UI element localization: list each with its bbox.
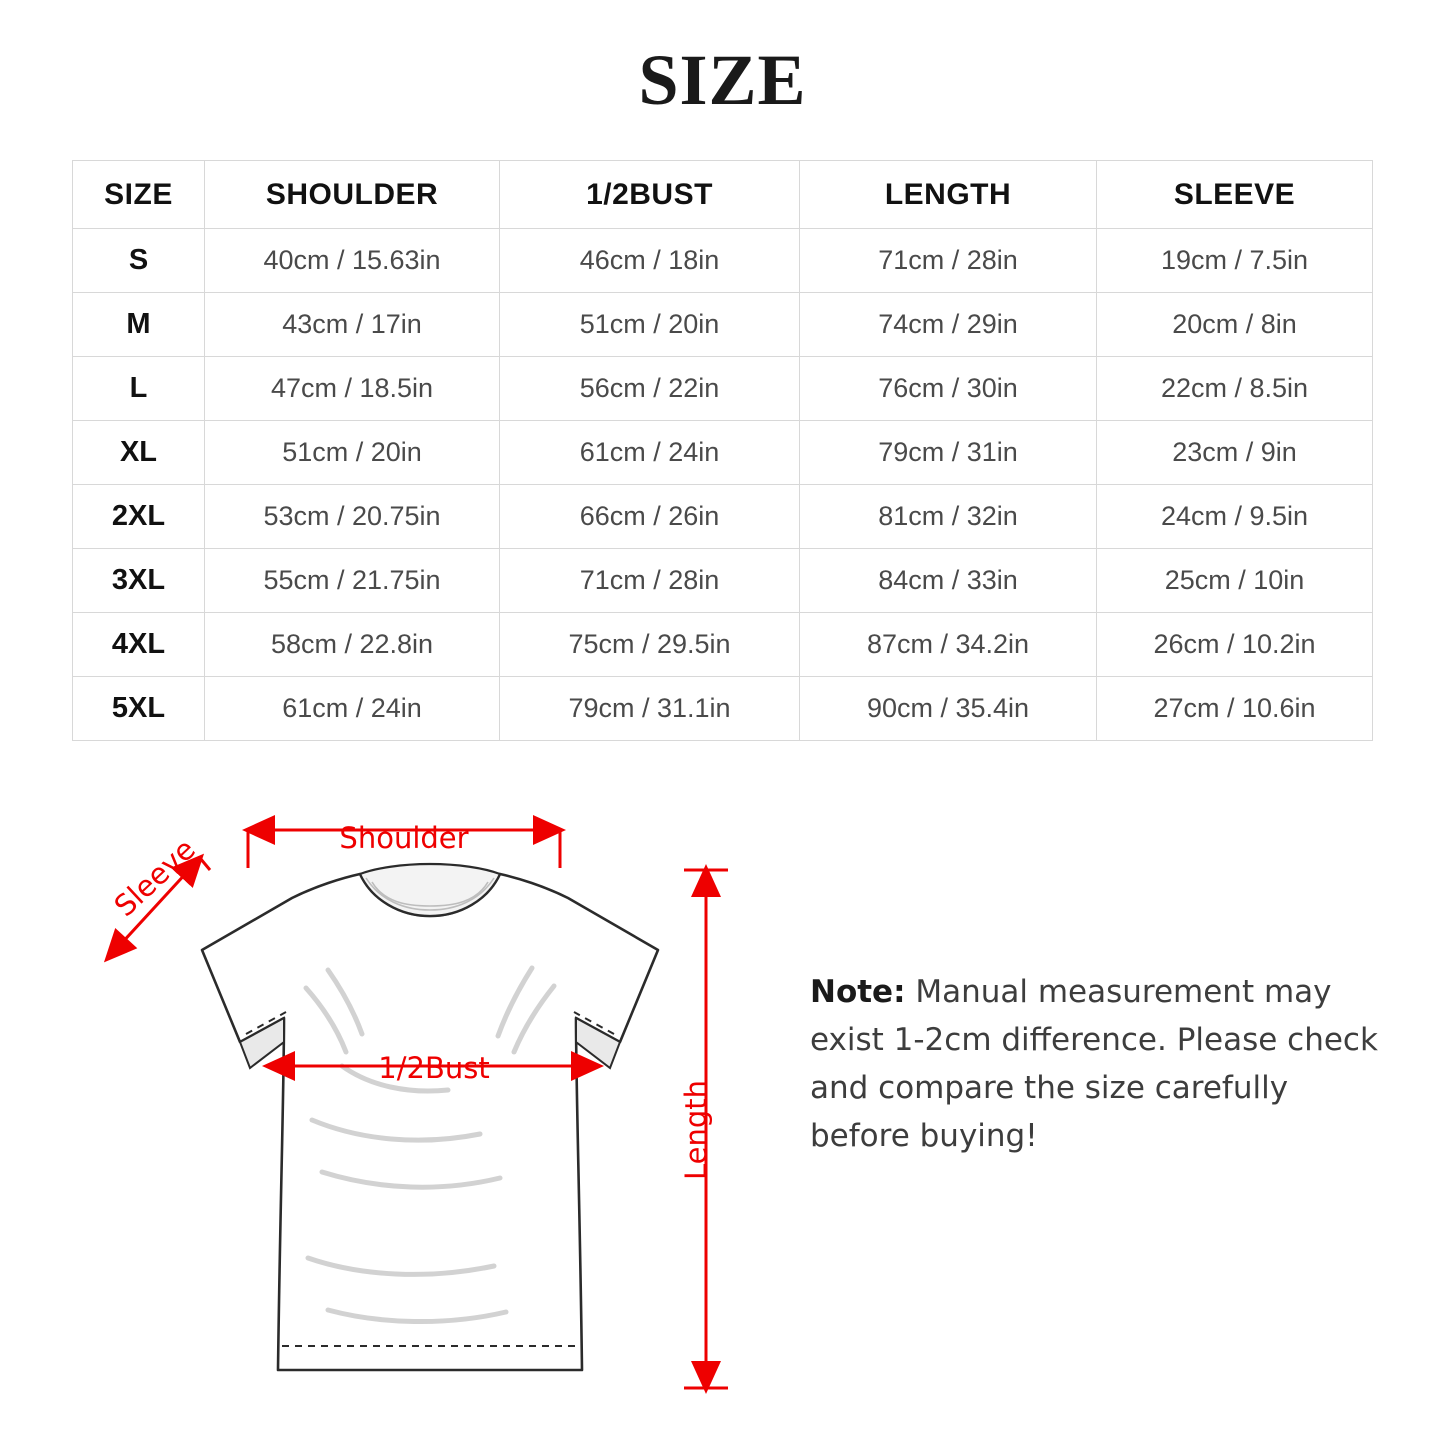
cell-shoulder: 55cm / 21.75in — [205, 549, 500, 613]
cell-bust: 61cm / 24in — [500, 421, 800, 485]
page-title: SIZE — [638, 40, 807, 120]
sleeve-label: Sleeve — [107, 831, 202, 924]
cell-bust: 56cm / 22in — [500, 357, 800, 421]
cell-sleeve: 23cm / 9in — [1097, 421, 1373, 485]
table-row — [73, 549, 1373, 613]
cell-shoulder: 47cm / 18.5in — [205, 357, 500, 421]
cell-shoulder: 40cm / 15.63in — [205, 229, 500, 293]
size-table — [72, 160, 1373, 741]
column-header-sleeve: SLEEVE — [1097, 161, 1373, 229]
cell-length: 81cm / 32in — [800, 485, 1097, 549]
cell-size: M — [73, 293, 205, 357]
cell-size: XL — [73, 421, 205, 485]
cell-bust: 46cm / 18in — [500, 229, 800, 293]
cell-sleeve: 24cm / 9.5in — [1097, 485, 1373, 549]
table-row — [73, 677, 1373, 741]
cell-length: 90cm / 35.4in — [800, 677, 1097, 741]
cell-bust: 71cm / 28in — [500, 549, 800, 613]
cell-size: L — [73, 357, 205, 421]
cell-bust: 75cm / 29.5in — [500, 613, 800, 677]
tshirt-measurement-diagram — [60, 790, 800, 1410]
table-row — [73, 357, 1373, 421]
table-row — [73, 229, 1373, 293]
cell-sleeve: 22cm / 8.5in — [1097, 357, 1373, 421]
table-row — [73, 421, 1373, 485]
table-row — [73, 293, 1373, 357]
cell-shoulder: 43cm / 17in — [205, 293, 500, 357]
cell-sleeve: 26cm / 10.2in — [1097, 613, 1373, 677]
cell-bust: 66cm / 26in — [500, 485, 800, 549]
cell-sleeve: 25cm / 10in — [1097, 549, 1373, 613]
cell-size: 2XL — [73, 485, 205, 549]
cell-length: 84cm / 33in — [800, 549, 1097, 613]
column-header-bust: 1/2BUST — [500, 161, 800, 229]
cell-bust: 51cm / 20in — [500, 293, 800, 357]
table-header-row — [73, 161, 1373, 229]
cell-shoulder: 58cm / 22.8in — [205, 613, 500, 677]
cell-length: 74cm / 29in — [800, 293, 1097, 357]
column-header-size: SIZE — [73, 161, 205, 229]
cell-shoulder: 53cm / 20.75in — [205, 485, 500, 549]
column-header-shoulder: SHOULDER — [205, 161, 500, 229]
cell-sleeve: 20cm / 8in — [1097, 293, 1373, 357]
cell-size: 5XL — [73, 677, 205, 741]
shoulder-label: Shoulder — [339, 821, 469, 855]
cell-shoulder: 51cm / 20in — [205, 421, 500, 485]
cell-sleeve: 19cm / 7.5in — [1097, 229, 1373, 293]
note-text: Manual measurement may exist 1-2cm difference. Please check and compare the size carefully before buying! — [810, 974, 1378, 1155]
cell-size: 4XL — [73, 613, 205, 677]
cell-length: 76cm / 30in — [800, 357, 1097, 421]
table-row — [73, 485, 1373, 549]
bust-label: 1/2Bust — [378, 1051, 490, 1085]
table-row — [73, 613, 1373, 677]
cell-length: 87cm / 34.2in — [800, 613, 1097, 677]
note-prefix: Note: — [810, 974, 906, 1010]
cell-sleeve: 27cm / 10.6in — [1097, 677, 1373, 741]
cell-length: 79cm / 31in — [800, 421, 1097, 485]
tshirt-illustration — [202, 864, 658, 1370]
measurement-note — [810, 968, 1390, 1160]
cell-length: 71cm / 28in — [800, 229, 1097, 293]
length-label: Length — [679, 1079, 713, 1181]
cell-size: 3XL — [73, 549, 205, 613]
column-header-length: LENGTH — [800, 161, 1097, 229]
cell-bust: 79cm / 31.1in — [500, 677, 800, 741]
cell-size: S — [73, 229, 205, 293]
cell-shoulder: 61cm / 24in — [205, 677, 500, 741]
